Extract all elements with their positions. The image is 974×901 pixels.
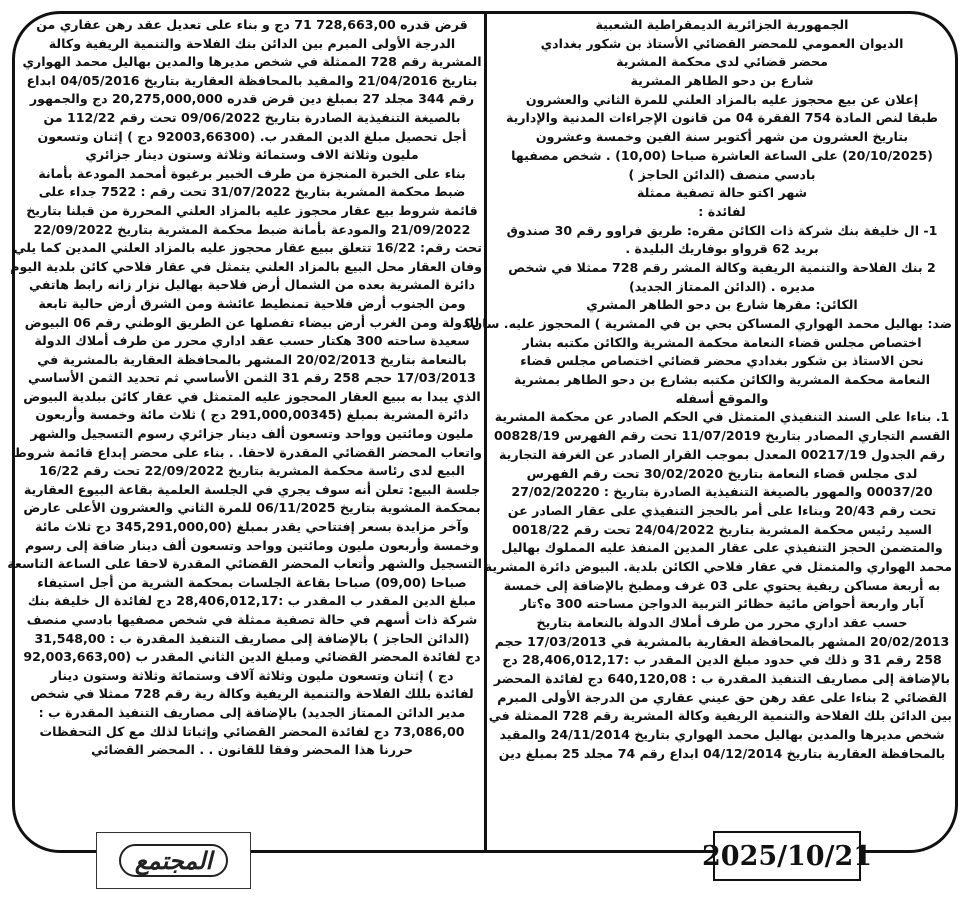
text-line: وآخر مزايدة بسعر إفتتاحي يقدر بمبلغ (345,291,000,00 دج ثلاث مائة — [34, 519, 470, 535]
text-line: مبلغ الدين المقدر ب المقدر ب :28,406,012,17 دج لفائدة ال خليفة بنك — [27, 593, 477, 609]
text-line: 1- ال خليفة بنك شركة ذات الكائن مقره: طريق فراوو رقم 30 صندوق — [506, 222, 938, 238]
text-line: مديره . (الدائن الممتاز الجديد) — [628, 278, 816, 294]
text-line: رقم 344 مجلد 27 بمبلغ دين قرض قدره 20,275,000,000 دج والجمهور — [29, 91, 475, 107]
text-line: بتاريخ العشرون من شهر أكتوبر سنة الفين وخمسة وعشرون — [535, 129, 909, 145]
text-line: سعيدة ساحته 300 هكتار حسب عقد اداري محرر من طرف أملاك الدولة — [34, 333, 470, 349]
text-line: جلسة البيع: تعلن أنه سوف يجري في الجلسة العلمية بقاعة البيوع العقارية — [23, 481, 481, 497]
text-line: حسب عقد اداري محرر من طرف أملاك الدولة بالنعامة بتاريخ — [536, 615, 908, 630]
text-line: بين الدائن بلك الفلاحة والتنمية الريفية وكالة المشرية رقم 728 الممثلة في — [488, 708, 952, 724]
text-line: 00037/20 والمهور بالصيغة التنفيذية الصادرة بتاريخ : 27/02/20220 — [511, 484, 933, 500]
text-line: القسم التجاري المصادر بتاريخ 11/07/2019 تحت رقم الفهرس 00828/19 — [493, 428, 951, 444]
text-line: مدير الدائن الممتاز الجديد) بالإضافة إلى مصاريف التنفيذ المقدرة ب : — [38, 704, 466, 720]
text-line: رقم الجدول 00217/19 المعدل بموجب القرار الصادر عن الغرفة التجارية — [498, 446, 946, 462]
text-line: قائمة شروط بيع عقار محجوز عليه بالمزاد العلني المحررة من قبلنا بتاريخ — [26, 202, 478, 218]
text-line: بمحكمة المشوية بتاريخ 06/11/2025 للمرة الثاني والعشرون الأعلى عارض — [23, 500, 481, 516]
text-line: الديوان العمومي للمحضر القضائي الأستاذ بن شكور بغدادي — [540, 35, 904, 51]
text-line: بالمحافظة العقارية بتاريخ 04/12/2014 ابداع رقم 74 مجلد 25 بمبلغ دين — [498, 745, 946, 761]
text-line: دج ) إثنان وتسعون مليون وثلاثة آلاف وستمائة وثلاثة وستون دينار — [50, 667, 454, 683]
text-line: الدرجة الأولى المبرم بين الدائن بنك الفلاحة والتنمية الريفية وكالة — [48, 35, 456, 51]
text-line: شهر اكتو حالة تصفية ممثلة — [636, 185, 808, 201]
text-line: لدى مجلس قضاء النعامة بتاريخ 30/02/2020 تحت رقم الفهرس — [526, 465, 918, 481]
text-line: 73,086,00 دج لفائدة المحضر القضائي وإثباتا لذلك مع كل التحفظات — [39, 723, 465, 739]
text-line: بتاريخ 21/04/2016 والمقيد بالمحافظة العقارية بتاريخ 04/05/2016 ابداع — [26, 72, 478, 88]
text-line: النعامة محكمة المشرية والكائن مكتبه بشارع بن دحو الطاهر بمشرية — [513, 372, 931, 388]
text-line: طبقا لنص المادة 754 الفقرة 04 من قانون الإجراءات المدنية والإدارية — [505, 110, 939, 126]
text-line: وفان العقار محل البيع بالمزاد العلني يتمثل في عقار فلاحي كائن بلدية اليوم — [10, 258, 482, 274]
text-line: ضد: بهاليل محمد الهواري المساكن بحي بن في المشرية ) المحجوز عليه. سان؟ — [464, 316, 952, 331]
text-line: اختصاص مجلس قضاء النعامة محكمة المشرية والكائن مكتبه بشار — [522, 334, 922, 350]
text-line: بالإضافة إلى مصاريف التنفيذ المقدرة ب : 640,120,08 دج لفائدة المحضر — [493, 671, 951, 687]
text-line: التسجيل والشهر وأتعاب المحضر القضائي المقدرة لاحقا على الساعة التاسعة — [7, 556, 482, 572]
text-line: الذي يبدا به ببيع العقار المحجوز عليه المتمثل في عقار كائن ببلدية البيوض — [23, 388, 481, 404]
text-line: مليون ومائتين وواحد وتسعون ألف دينار جزائري رسوم التسجيل والشهر — [30, 426, 474, 442]
notice-right-column — [464, 16, 952, 764]
text-line: آبار واربعة أحواض مائية حظائر التربية الدواجن مساحته 300 ه؟تار — [520, 596, 924, 612]
text-line: المشرية رقم 728 الممثلة في شخص مديرها والمدين بهاليل محمد الهواري — [22, 54, 482, 70]
text-line: والمتضمن الحجز التنفيذي على عقار المدين المنفذ عليه المملوك بهاليل — [501, 540, 943, 556]
text-line: شركة ذات أسهم في حالة تصفية ممثلة في شخص مصفيها بادسي منصف — [26, 612, 478, 627]
text-line: 258 رقم 31 و ذلك في حدود مبلغ الدين المقدر ب :28,406,012,17 دج — [502, 652, 942, 668]
text-line: تحت رقم: 16/22 تتعلق ببيع عقار محجوز عليه بالمزاد العلني المدين كما يلي — [13, 240, 482, 256]
text-line: ضبط محكمة المشرية بتاريخ 31/07/2022 تحت رقم : 7522 جداء على — [38, 184, 466, 200]
newspaper-logo — [96, 832, 251, 889]
text-line: إعلان عن بيع محجوز عليه بالمزاد العلني للمرة الثاني والعشرون — [525, 91, 919, 107]
text-line: شخص مديرها والمدين بهاليل محمد الهواري بتاريخ 24/11/2014 والمقيد — [499, 727, 945, 743]
notice-left-column — [7, 16, 482, 760]
text-line: 17/03/2013 حجم 258 رقم 31 الثمن الأساسي ثم تحديد الثمن الأساسي — [28, 370, 476, 386]
text-line: الكائن: مقرها شارع بن دحو الطاهر المشري — [586, 297, 858, 313]
text-line: بالصيغة التنفيذية الصادرة بتاريخ 09/06/2022 تحت رقم 112/22 من — [43, 109, 461, 125]
text-line: مليون وثلاثة الاف وستمائة وثلاثة وستون دينار جزائري — [85, 147, 419, 163]
text-line: الجمهورية الجزائرية الديمقراطية الشعبية — [595, 17, 849, 32]
text-line: 21/09/2022 والمودعة بأمانة ضبط محكمة المشرية بتاريخ 22/09/2022 — [33, 221, 471, 237]
text-line: بالنعامة بتاريخ 20/02/2013 المشهر بالمحافظة العقارية بالمشرية في — [37, 351, 467, 367]
column-divider — [484, 11, 487, 853]
text-line: محمد الهواري والمتمثل في عقار فلاحي الكائن بلدية. البيوض دائرة المشرية — [484, 558, 952, 574]
text-line: دج لفائدة المحضر القضائي ومبلغ الدين الثاني المقدر ب (92,003,663,00 — [23, 649, 481, 665]
text-line: تحت رقم 20/43 وبناءا على أمر بالحجز التنفيذي على عقار الصادر عن — [507, 502, 937, 518]
text-line: 1. بناءا على السند التنفيذي المتمثل في الحكم الصادر عن محكمة المشرية — [494, 409, 950, 425]
text-line: دائرة المشرية بمبلغ (291,000,00345 دج ) ثلاث مائة وخمسة وأربعون — [35, 407, 469, 423]
text-line: شارع بن دحو الطاهر المشرية — [630, 73, 814, 89]
text-line: قرض قدره 728,663,00 71 دج و بناء على تعديل عقد رهن عقاري من — [36, 17, 468, 32]
text-line: 20/02/2013 المشهر بالمحافظة العقارية بالمشرية في 17/03/2013 حجم — [494, 633, 950, 649]
text-line: (الدائن الحاجز ) بالإضافة إلى مصاريف التنفيذ المقدرة ب : 31,548,00 — [34, 630, 470, 646]
text-line: بريد 62 قرواو بوفاريك البليدة . — [625, 241, 819, 257]
text-line: محضر قضائي لدى محكمة المشرية — [616, 54, 828, 70]
text-line: واتعاب المحضر القضائي المقدرة لاحقا. . بناء على محضر إبداع قائمة شروط — [13, 444, 482, 460]
text-line: دائرة المشرية بعده من الشمال أرض فلاحية بهاليل نزار زانه رابط هاتفي — [28, 277, 476, 293]
text-line: (20/10/2025) على الساعة العاشرة صباحا (10,00) . شخص مصفيها — [511, 147, 933, 163]
text-line: بادسي منصف (الدائن الحاجز ) — [628, 166, 816, 182]
text-line: للدولة ومن الغرب أرض بيضاء تفصلها عن الطريق الوطني رقم 06 البيوض — [24, 314, 480, 330]
text-line: أجل تحصيل مبلغ الدين المقدر ب. (92003,66300 دج ) إثنان وتسعون — [37, 128, 467, 144]
text-line: 2 بنك الفلاحة والتنمية الريفية وكالة المشر رقم 728 ممثلا في شخص — [508, 259, 936, 275]
text-line: البيع لدى رئاسة محكمة المشرية بتاريخ 22/09/2022 تحت رقم 16/22 — [39, 463, 465, 479]
text-line: القضائي 2 بناءا على عقد رهن حق عيني عقاري من الدرجة الأولى المبرم — [497, 689, 947, 705]
text-line: السيد رئيس محكمة المشرية بتاريخ 24/04/2022 تحت رقم 0018/22 — [512, 521, 932, 537]
text-line: نحن الاستاذ بن شكور بغدادي محضر قضائي اختصاص مجلس قضاء — [520, 353, 924, 369]
text-line: حررنا هذا المحضر وفقا للقانون . . المحضر القضائي — [91, 742, 413, 758]
text-line: به أربعة مساكن ريفية يحتوي على 03 غرف ومطبخ بالإضافة إلى خمسة — [503, 577, 941, 593]
text-line: وخمسة وأربعون مليون ومائتين وواحد وتسعون ألف دينار ضافة إلى رسوم — [24, 537, 480, 553]
logo-text: المجتمع — [119, 844, 228, 877]
text-line: لفائدة بللك الفلاحة والتنمية الريفية وكالة رية رقم 728 ممثلا في شخص — [30, 686, 474, 702]
text-line: والموقع أسفله — [675, 390, 769, 406]
text-line: بناء على الخبرة المنجزة من طرف الخبير برغيوة أمحمد المودعة بأمانة — [38, 165, 466, 181]
publication-date: 2025/10/21 — [713, 831, 861, 881]
text-line: صباحا (09,00) صباحا بقاعة الجلسات بمحكمة الشرية من أجل استيفاء — [37, 574, 467, 590]
text-line: لفائدة : — [698, 203, 746, 219]
text-line: ومن الجنوب أرض فلاحية تمنطيط عائشة ومن الشرق أرض حالية تابعة — [38, 295, 466, 311]
